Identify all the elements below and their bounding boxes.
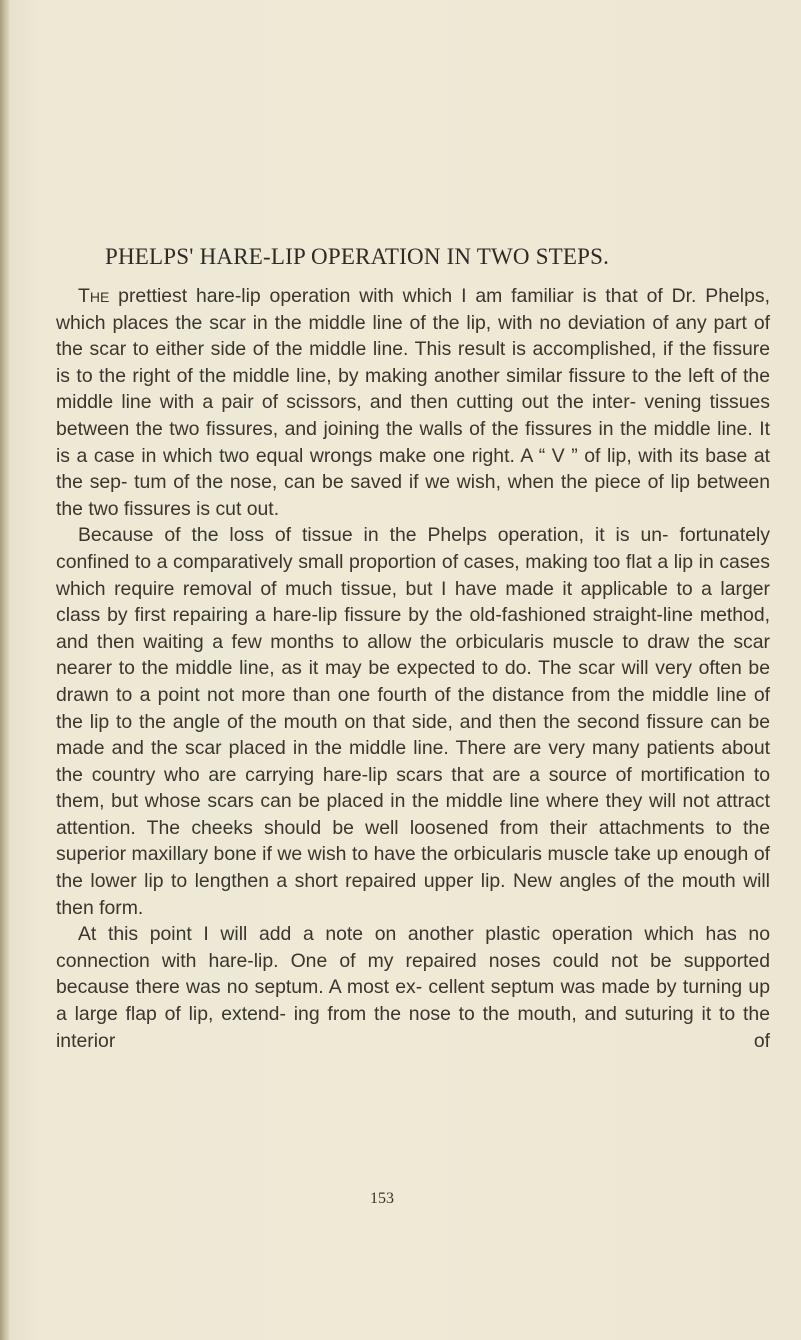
- chapter-heading: PHELPS' HARE-LIP OPERATION IN TWO STEPS.: [105, 244, 610, 269]
- paragraph-1-text: prettiest hare-lip operation with which I am familiar is that of Dr. Phelps, which places the scar in the middle line of the lip, with no deviation of any part of the scar to either side of the middle line. This result is accomplished, if the fissure is to the right of the middle line, by making another similar fissure to the left of the middle line with a pair of scissors, and then cutting out the inter- vening tissues between the two fissures, and joining the walls of the fissures in the middle line. It is a case in which two equal wrongs make one right. A “ V ” of lip, with its base at the sep- tum of the nose, can be saved if we wish, when the piece of lip between the two fissures is cut out.: [56, 285, 770, 520]
- paragraph-2: Because of the loss of tissue in the Phelps operation, it is un- fortunately confined to a comparatively small proportion of cases, making too flat a lip in cases which require removal of much tissue, but I have made it applicable to a larger class by first repairing a hare-lip fissure by the old-fashioned straight-line method, and then waiting a few months to allow the orbicularis muscle to draw the scar nearer to the middle line, as it may be expected to do. The scar will very often be drawn to a point not more than one fourth of the distance from the middle line of the lip to the angle of the mouth on that side, and then the second fissure can be made and the scar placed in the middle line. There are very many patients about the country who are carrying hare-lip scars that are a source of mortification to them, but whose scars can be placed in the middle line where they will not attract attention. The cheeks should be well loosened from their attachments to the superior maxillary bone if we wish to have the orbicularis muscle take up enough of the lower lip to lengthen a short repaired upper lip. New angles of the mouth will then form.: [56, 524, 770, 919]
- paragraph-3: At this point I will add a note on another plastic operation which has no connection with hare-lip. One of my repaired noses could not be supported because there was no septum. A most ex- cellent septum was made by turning up a large flap of lip, extend- ing from the nose to the mouth, and suturing it to the interior of: [56, 923, 770, 1052]
- page-number: 153: [370, 1190, 394, 1207]
- page-binding-edge: [0, 0, 9, 1340]
- body-text: [56, 283, 770, 1054]
- paragraph-lead-word: The: [78, 285, 110, 307]
- paragraph-1: [56, 283, 770, 522]
